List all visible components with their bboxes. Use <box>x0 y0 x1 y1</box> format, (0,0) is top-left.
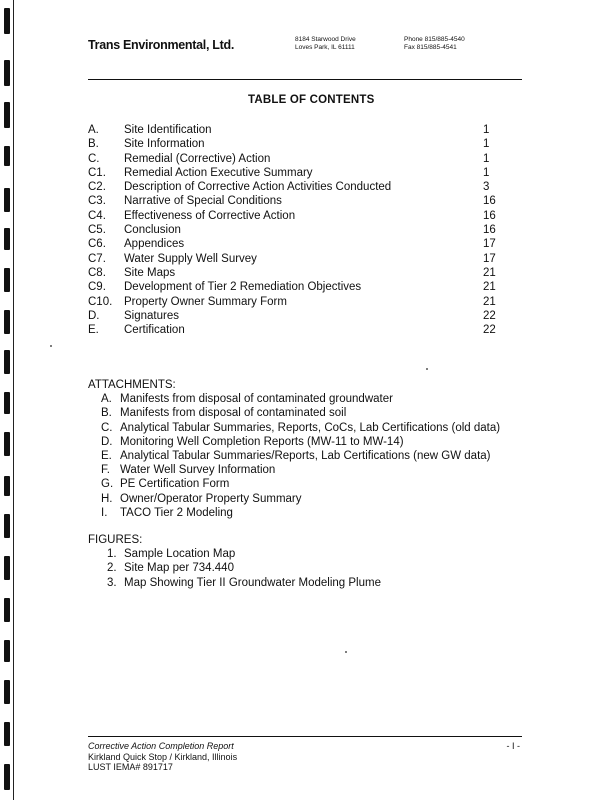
scan-speck <box>345 651 347 653</box>
toc-entry <box>88 209 508 223</box>
attachment-item <box>88 492 302 506</box>
toc-entry-label: Certification <box>124 324 185 337</box>
scan-speck <box>426 368 428 370</box>
attachment-item-marker: B. <box>101 407 112 420</box>
figure-item-text: Site Map per 734.440 <box>124 562 234 575</box>
figures-list <box>88 547 381 590</box>
fax-number: Fax 815/885-4541 <box>404 44 457 51</box>
scan-speck <box>50 345 52 347</box>
company-address <box>295 36 356 52</box>
toc-entry-number: C1. <box>88 166 106 179</box>
toc-entry-page: 16 <box>483 224 496 237</box>
toc-entry-page: 3 <box>483 181 490 194</box>
toc-entry-label: Signatures <box>124 309 179 322</box>
header-rule <box>88 79 522 80</box>
attachment-item-marker: D. <box>101 435 113 448</box>
toc-list <box>88 123 508 337</box>
attachment-item-text: Water Well Survey Information <box>120 464 276 477</box>
toc-entry <box>88 280 508 294</box>
toc-entry-label: Remedial Action Executive Summary <box>124 166 313 179</box>
toc-entry-number: C2. <box>88 181 106 194</box>
company-contact <box>404 36 465 52</box>
attachment-item-text: Manifests from disposal of contaminated soil <box>120 407 347 420</box>
attachment-item <box>88 435 404 449</box>
toc-entry <box>88 252 508 266</box>
attachment-item-marker: I. <box>101 506 108 519</box>
toc-entry <box>88 194 508 208</box>
attachment-item-marker: C. <box>101 421 113 434</box>
figure-item-marker: 2. <box>107 562 117 575</box>
toc-entry-label: Site Identification <box>124 124 212 136</box>
attachment-item-text: PE Certification Form <box>120 478 230 491</box>
attachment-item <box>88 406 347 420</box>
toc-entry-number: C6. <box>88 238 106 251</box>
company-name: Trans Environmental, Ltd. <box>88 38 234 52</box>
toc-entry-page: 16 <box>483 209 496 222</box>
toc-entry-label: Site Information <box>124 138 205 151</box>
toc-entry-number: C8. <box>88 266 106 279</box>
attachment-item-marker: E. <box>101 449 112 462</box>
toc-entry-number: C3. <box>88 195 106 208</box>
figure-item-marker: 1. <box>107 548 117 561</box>
toc-entry <box>88 295 508 309</box>
toc-entry-page: 16 <box>483 195 496 208</box>
toc-entry-page: 22 <box>483 309 496 322</box>
attachment-item-text: TACO Tier 2 Modeling <box>120 506 233 519</box>
attachment-item-text: Analytical Tabular Summaries, Reports, CoCs, Lab Certifications (old data) <box>120 421 501 434</box>
toc-entry <box>88 309 508 323</box>
toc-entry-label: Effectiveness of Corrective Action <box>124 209 296 222</box>
page-edge-line <box>13 0 14 800</box>
toc-entry-label: Remedial (Corrective) Action <box>124 152 271 165</box>
toc-entry-label: Appendices <box>124 238 185 251</box>
toc-entry-page: 21 <box>483 281 496 294</box>
figure-item <box>88 576 381 590</box>
toc-entry-label: Development of Tier 2 Remediation Objectives <box>124 281 362 294</box>
toc-entry-page: 21 <box>483 295 496 308</box>
figure-item <box>88 561 234 575</box>
toc-entry <box>88 152 508 166</box>
toc-entry <box>88 137 508 151</box>
toc-entry-number: C4. <box>88 209 106 222</box>
toc-entry-number: C7. <box>88 252 106 265</box>
figures-heading: FIGURES: <box>88 534 143 546</box>
toc-entry <box>88 223 508 237</box>
attachment-item-text: Manifests from disposal of contaminated groundwater <box>120 393 393 406</box>
attachment-item <box>88 506 233 520</box>
address-line-1: 8184 Starwood Drive <box>295 36 356 43</box>
attachment-item-text: Owner/Operator Property Summary <box>120 492 302 505</box>
toc-entry-page: 17 <box>483 238 496 251</box>
toc-entry-page: 1 <box>483 166 490 179</box>
toc-entry <box>88 323 508 337</box>
footer-site: Kirkland Quick Stop / Kirkland, Illinois <box>88 751 238 762</box>
toc-entry-number: B. <box>88 138 99 151</box>
toc-entry-page: 22 <box>483 324 496 337</box>
attachment-item <box>88 449 491 463</box>
toc-entry-number: D. <box>88 309 100 322</box>
attachment-item-marker: F. <box>101 464 110 477</box>
figure-item-text: Sample Location Map <box>124 548 236 561</box>
binding-edge <box>0 0 14 800</box>
toc-entry-label: Property Owner Summary Form <box>124 295 287 308</box>
toc-entry-page: 21 <box>483 266 496 279</box>
attachment-item <box>88 463 276 477</box>
attachment-item-text: Analytical Tabular Summaries/Reports, Lab Certifications (new GW data) <box>120 449 491 462</box>
toc-entry <box>88 180 508 194</box>
toc-entry-number: C9. <box>88 281 106 294</box>
toc-entry-page: 1 <box>483 124 490 136</box>
toc-entry-label: Site Maps <box>124 266 176 279</box>
attachment-item <box>88 392 393 406</box>
toc-entry-label: Conclusion <box>124 224 181 237</box>
toc-entry-label: Narrative of Special Conditions <box>124 195 282 208</box>
figure-item-marker: 3. <box>107 576 117 589</box>
toc-entry-page: 1 <box>483 152 490 165</box>
phone-number: Phone 815/885-4540 <box>404 36 465 43</box>
attachment-item-marker: H. <box>101 492 113 505</box>
toc-entry-number: C. <box>88 152 100 165</box>
figure-item <box>88 547 236 561</box>
attachment-item-text: Monitoring Well Completion Reports (MW-11 to MW-14) <box>120 435 404 448</box>
footer-lust-id: LUST IEMA# 891717 <box>88 762 173 772</box>
toc-entry-label: Water Supply Well Survey <box>124 252 257 265</box>
address-line-2: Loves Park, IL 61111 <box>295 44 355 51</box>
footer-report-title: Corrective Action Completion Report <box>88 741 234 751</box>
figure-item-text: Map Showing Tier II Groundwater Modeling Plume <box>124 576 381 589</box>
footer <box>88 741 522 773</box>
attachment-item-marker: G. <box>101 478 114 491</box>
toc-entry <box>88 237 508 251</box>
attachments-section <box>88 378 501 520</box>
toc-entry-number: C10. <box>88 295 113 308</box>
toc-entry-label: Description of Corrective Action Activities Conducted <box>124 181 392 194</box>
toc-entry-number: A. <box>88 124 99 136</box>
footer-page-number: - I - <box>506 741 520 751</box>
toc-entry-page: 17 <box>483 252 496 265</box>
toc-entry-number: C5. <box>88 224 106 237</box>
letterhead <box>88 34 528 56</box>
toc-entry-number: E. <box>88 324 99 337</box>
toc-entry <box>88 123 508 137</box>
toc-entry <box>88 166 508 180</box>
attachments-list <box>88 392 501 520</box>
attachment-item <box>88 477 230 491</box>
attachment-item-marker: A. <box>101 393 112 406</box>
attachment-item <box>88 421 501 435</box>
figures-section <box>88 533 381 590</box>
attachments-heading: ATTACHMENTS: <box>88 379 176 391</box>
footer-rule <box>88 736 522 737</box>
toc-entry-page: 1 <box>483 138 490 151</box>
toc-title: TABLE OF CONTENTS <box>248 94 375 106</box>
toc-entry <box>88 266 508 280</box>
